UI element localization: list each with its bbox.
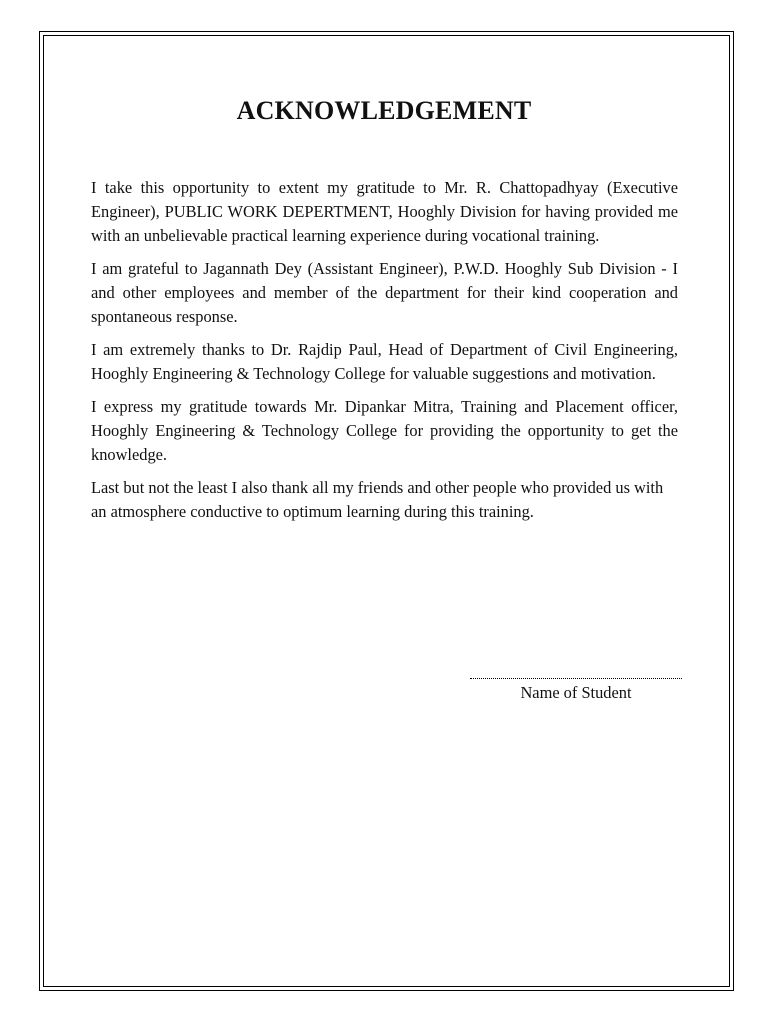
paragraph-1: I take this opportunity to extent my gratitude to Mr. R. Chattopadhyay (Executive Engineer), PUBLIC WORK DEPERTMENT, Hooghly Division for having provided me with an unbelievable practical learning experience during vocational training.	[91, 178, 678, 245]
acknowledgement-body	[91, 176, 678, 533]
paragraph-3: I am extremely thanks to Dr. Rajdip Paul, Head of Department of Civil Engineering, Hooghly Engineering & Technology College for valuable suggestions and motivation.	[91, 340, 678, 383]
signature-block	[470, 678, 682, 704]
paragraph-2: I am grateful to Jagannath Dey (Assistant Engineer), P.W.D. Hooghly Sub Division - I and other employees and member of the department for their kind cooperation and spontaneous response.	[91, 259, 678, 326]
page-title: ACKNOWLEDGEMENT	[236, 96, 532, 125]
signature-label: Name of Student	[520, 683, 632, 702]
signature-line	[470, 678, 682, 679]
paragraph-5: Last but not the least I also thank all my friends and other people who provided us with an atmosphere conductive to optimum learning during this training.	[91, 478, 664, 521]
paragraph-4: I express my gratitude towards Mr. Dipankar Mitra, Training and Placement officer, Hooghly Engineering & Technology College for providing the opportunity to get the knowledge.	[91, 397, 678, 464]
